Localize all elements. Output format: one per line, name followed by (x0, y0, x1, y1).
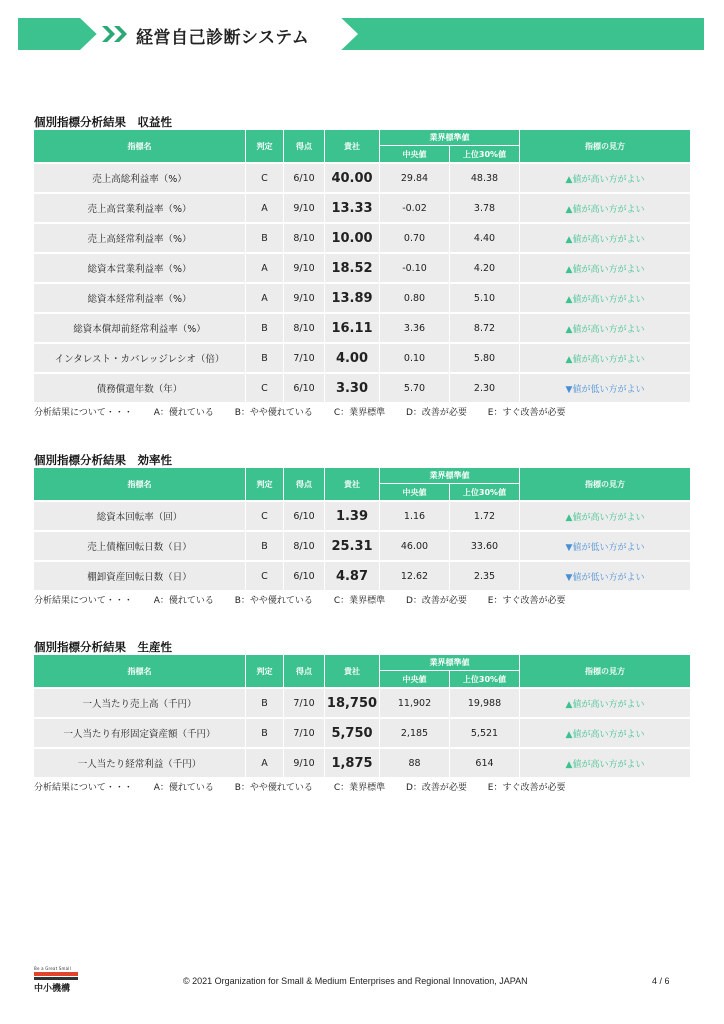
median-value-cell: 3.36 (380, 312, 450, 342)
col-header-median: 中央値 (380, 671, 450, 687)
legend-d: D：改善が必要 (405, 596, 467, 606)
indicator-table (34, 655, 690, 777)
col-header-company: 貴社 (325, 655, 380, 687)
company-value-cell: 18,750 (325, 687, 380, 717)
legend-a: A：優れている (153, 408, 214, 418)
col-header-name: 指標名 (34, 130, 246, 162)
indicator-direction-cell: ▲値が高い方がよい (520, 252, 690, 282)
company-value-cell: 1,875 (325, 747, 380, 777)
median-value-cell: 0.10 (380, 342, 450, 372)
col-header-view: 指標の見方 (520, 468, 690, 500)
median-value-cell: -0.02 (380, 192, 450, 222)
company-value-cell: 18.52 (325, 252, 380, 282)
col-header-industry (380, 130, 520, 162)
median-value-cell: 29.84 (380, 162, 450, 192)
rating-cell: C (246, 162, 284, 192)
indicator-direction-cell: ▲値が高い方がよい (520, 687, 690, 717)
indicator-table (34, 130, 690, 402)
table-row (34, 747, 690, 777)
indicator-direction-cell: ▲値が高い方がよい (520, 747, 690, 777)
industry-standard-label: 業界標準値 (380, 468, 519, 484)
rating-cell: A (246, 282, 284, 312)
rating-cell: C (246, 372, 284, 402)
legend-b: B：やや優れている (234, 596, 313, 606)
legend-e: E：すぐ改善が必要 (487, 408, 566, 418)
top30-value-cell: 2.30 (450, 372, 520, 402)
section-title: 個別指標分析結果 収益性 (34, 115, 172, 129)
col-header-rating: 判定 (246, 468, 284, 500)
table-row (34, 162, 690, 192)
median-value-cell: 12.62 (380, 560, 450, 590)
section-efficiency (34, 452, 690, 612)
col-header-top30: 上位30%値 (462, 674, 507, 684)
top30-value-cell: 33.60 (450, 530, 520, 560)
indicator-table (34, 468, 690, 590)
table-row (34, 500, 690, 530)
legend-b: B：やや優れている (234, 408, 313, 418)
company-value-cell: 4.00 (325, 342, 380, 372)
table-row (34, 282, 690, 312)
top30-value-cell: 3.78 (450, 192, 520, 222)
rating-cell: A (246, 252, 284, 282)
median-value-cell: 11,902 (380, 687, 450, 717)
points-cell: 8/10 (284, 222, 325, 252)
indicator-name-cell: 債務償還年数（年） (34, 372, 246, 402)
indicator-direction-cell: ▲値が高い方がよい (520, 717, 690, 747)
indicator-direction-cell: ▼値が低い方がよい (520, 530, 690, 560)
rating-cell: B (246, 530, 284, 560)
points-cell: 9/10 (284, 192, 325, 222)
indicator-name-cell: 総資本経常利益率（%） (34, 282, 246, 312)
indicator-direction-cell: ▲値が高い方がよい (520, 192, 690, 222)
col-header-company: 貴社 (325, 468, 380, 500)
double-chevron-icon (102, 26, 126, 42)
rating-cell: B (246, 717, 284, 747)
legend-c: C：業界標準 (333, 408, 386, 418)
logo-tagline: Be a Great Small (34, 966, 71, 971)
section-title: 個別指標分析結果 効率性 (34, 453, 172, 467)
logo-name: 中小機構 (34, 984, 71, 994)
top30-value-cell: 614 (450, 747, 520, 777)
table-row (34, 372, 690, 402)
top30-value-cell: 8.72 (450, 312, 520, 342)
median-value-cell: 0.70 (380, 222, 450, 252)
company-value-cell: 25.31 (325, 530, 380, 560)
company-value-cell: 40.00 (325, 162, 380, 192)
median-value-cell: 88 (380, 747, 450, 777)
indicator-direction-cell: ▲値が高い方がよい (520, 162, 690, 192)
company-value-cell: 16.11 (325, 312, 380, 342)
col-header-median: 中央値 (380, 146, 450, 162)
median-value-cell: 2,185 (380, 717, 450, 747)
points-cell: 9/10 (284, 282, 325, 312)
legend-c: C：業界標準 (333, 783, 386, 793)
rating-cell: B (246, 342, 284, 372)
company-value-cell: 13.33 (325, 192, 380, 222)
indicator-name-cell: 一人当たり経常利益（千円） (34, 747, 246, 777)
legend (34, 590, 690, 612)
organization-logo (34, 966, 80, 996)
section-title: 個別指標分析結果 生産性 (34, 640, 172, 654)
indicator-direction-cell: ▲値が高い方がよい (520, 500, 690, 530)
top30-value-cell: 1.72 (450, 500, 520, 530)
col-header-points: 得点 (284, 130, 325, 162)
legend-b: B：やや優れている (234, 783, 313, 793)
top30-value-cell: 19,988 (450, 687, 520, 717)
top30-value-cell: 4.40 (450, 222, 520, 252)
rating-cell: A (246, 192, 284, 222)
legend-d: D：改善が必要 (405, 408, 467, 418)
section-productivity (34, 639, 690, 799)
indicator-direction-cell: ▲値が高い方がよい (520, 282, 690, 312)
col-header-rating: 判定 (246, 130, 284, 162)
indicator-direction-cell: ▲値が高い方がよい (520, 222, 690, 252)
legend-intro: 分析結果について・・・ (34, 408, 133, 418)
points-cell: 6/10 (284, 500, 325, 530)
points-cell: 8/10 (284, 312, 325, 342)
legend-intro: 分析結果について・・・ (34, 783, 133, 793)
company-value-cell: 4.87 (325, 560, 380, 590)
table-row (34, 252, 690, 282)
legend-a: A：優れている (153, 783, 214, 793)
company-value-cell: 10.00 (325, 222, 380, 252)
indicator-name-cell: 売上高営業利益率（%） (34, 192, 246, 222)
top30-value-cell: 4.20 (450, 252, 520, 282)
indicator-name-cell: 売上高総利益率（%） (34, 162, 246, 192)
top30-value-cell: 2.35 (450, 560, 520, 590)
table-row (34, 687, 690, 717)
indicator-name-cell: インタレスト・カバレッジレシオ（倍） (34, 342, 246, 372)
rating-cell: B (246, 312, 284, 342)
table-row (34, 530, 690, 560)
points-cell: 9/10 (284, 747, 325, 777)
points-cell: 8/10 (284, 530, 325, 560)
median-value-cell: 1.16 (380, 500, 450, 530)
points-cell: 6/10 (284, 560, 325, 590)
copyright-text: © 2021 Organization for Small & Medium Enterprises and Regional Innovation, JAPAN (183, 976, 528, 986)
table-row (34, 312, 690, 342)
indicator-name-cell: 総資本償却前経常利益率（%） (34, 312, 246, 342)
col-header-industry (380, 468, 520, 500)
company-value-cell: 1.39 (325, 500, 380, 530)
indicator-name-cell: 総資本営業利益率（%） (34, 252, 246, 282)
rating-cell: C (246, 500, 284, 530)
rating-cell: B (246, 687, 284, 717)
table-row (34, 192, 690, 222)
table-row (34, 342, 690, 372)
legend-a: A：優れている (153, 596, 214, 606)
indicator-name-cell: 一人当たり有形固定資産額（千円） (34, 717, 246, 747)
median-value-cell: 5.70 (380, 372, 450, 402)
points-cell: 9/10 (284, 252, 325, 282)
table-row (34, 222, 690, 252)
col-header-top30: 上位30%値 (462, 149, 507, 159)
col-header-company: 貴社 (325, 130, 380, 162)
table-row (34, 717, 690, 747)
col-header-view: 指標の見方 (520, 655, 690, 687)
industry-standard-label: 業界標準値 (380, 130, 519, 146)
header-banner (18, 18, 704, 50)
points-cell: 7/10 (284, 687, 325, 717)
page-title: 経営自己診断システム (136, 28, 310, 48)
points-cell: 6/10 (284, 162, 325, 192)
median-value-cell: -0.10 (380, 252, 450, 282)
indicator-name-cell: 売上高経常利益率（%） (34, 222, 246, 252)
legend-c: C：業界標準 (333, 596, 386, 606)
indicator-direction-cell: ▼値が低い方がよい (520, 372, 690, 402)
indicator-direction-cell: ▼値が低い方がよい (520, 560, 690, 590)
top30-value-cell: 5.10 (450, 282, 520, 312)
col-header-top30: 上位30%値 (462, 487, 507, 497)
legend-intro: 分析結果について・・・ (34, 596, 133, 606)
table-row (34, 560, 690, 590)
median-value-cell: 46.00 (380, 530, 450, 560)
median-value-cell: 0.80 (380, 282, 450, 312)
top30-value-cell: 5,521 (450, 717, 520, 747)
col-header-name: 指標名 (34, 468, 246, 500)
rating-cell: A (246, 747, 284, 777)
top30-value-cell: 48.38 (450, 162, 520, 192)
col-header-view: 指標の見方 (520, 130, 690, 162)
points-cell: 7/10 (284, 717, 325, 747)
legend-e: E：すぐ改善が必要 (487, 783, 566, 793)
col-header-rating: 判定 (246, 655, 284, 687)
col-header-points: 得点 (284, 655, 325, 687)
section-profitability (34, 114, 690, 424)
page-number: 4 / 6 (652, 976, 670, 986)
points-cell: 6/10 (284, 372, 325, 402)
indicator-name-cell: 一人当たり売上高（千円） (34, 687, 246, 717)
industry-standard-label: 業界標準値 (380, 655, 519, 671)
legend-d: D：改善が必要 (405, 783, 467, 793)
indicator-name-cell: 売上債権回転日数（日） (34, 530, 246, 560)
indicator-name-cell: 総資本回転率（回） (34, 500, 246, 530)
col-header-median: 中央値 (380, 484, 450, 500)
indicator-name-cell: 棚卸資産回転日数（日） (34, 560, 246, 590)
company-value-cell: 5,750 (325, 717, 380, 747)
rating-cell: C (246, 560, 284, 590)
col-header-points: 得点 (284, 468, 325, 500)
rating-cell: B (246, 222, 284, 252)
company-value-cell: 3.30 (325, 372, 380, 402)
indicator-direction-cell: ▲値が高い方がよい (520, 342, 690, 372)
col-header-industry (380, 655, 520, 687)
col-header-name: 指標名 (34, 655, 246, 687)
legend (34, 777, 690, 799)
company-value-cell: 13.89 (325, 282, 380, 312)
indicator-direction-cell: ▲値が高い方がよい (520, 312, 690, 342)
legend-e: E：すぐ改善が必要 (487, 596, 566, 606)
legend (34, 402, 690, 424)
top30-value-cell: 5.80 (450, 342, 520, 372)
points-cell: 7/10 (284, 342, 325, 372)
